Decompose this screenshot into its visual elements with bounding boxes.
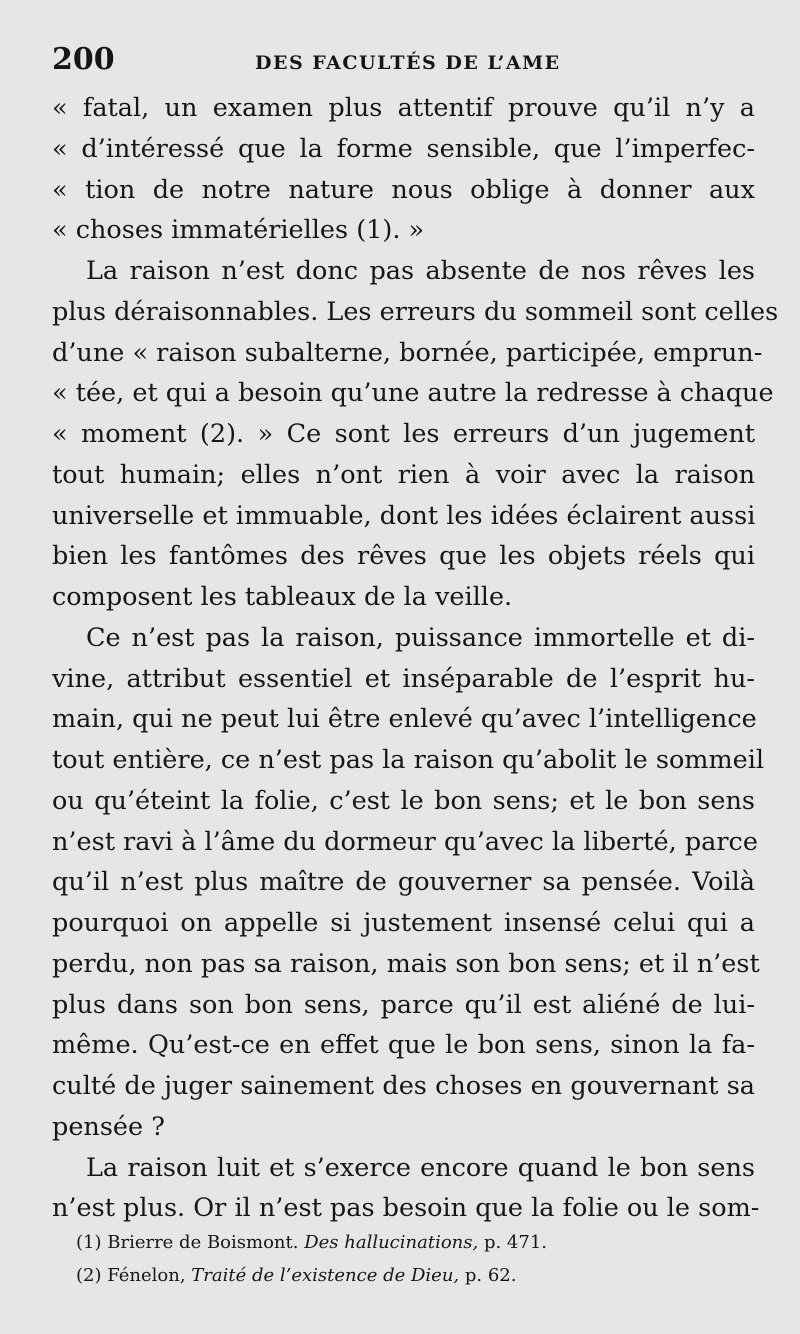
- text-line: pourquoi on appelle si justement insensé celui qui a: [52, 908, 755, 938]
- text-line: perdu, non pas sa raison, mais son bon sens; et il n’est: [52, 948, 760, 979]
- footnote: [76, 1226, 716, 1259]
- running-title: DES FACULTÉS DE L’AME: [255, 52, 561, 74]
- footnote-page: p. 62.: [464, 1265, 517, 1286]
- text-line: qu’il n’est plus maître de gouverner sa pensée. Voilà: [52, 867, 755, 898]
- text-line: ou qu’éteint la folie, c’est le bon sens; et le bon sens: [52, 785, 755, 816]
- text-line: tout entière, ce n’est pas la raison qu’abolit le sommeil: [52, 745, 765, 775]
- text-line: La raison luit et s’exerce encore quand le bon sens: [86, 1152, 755, 1183]
- footnote-title: Traité de l’existence de Dieu,: [191, 1265, 460, 1286]
- text-line: La raison n’est donc pas absente de nos rêves les: [86, 256, 755, 286]
- footnote-title: Des hallucinations,: [304, 1232, 479, 1253]
- footnotes: [76, 1226, 716, 1292]
- footnote-page: p. 471.: [483, 1232, 547, 1253]
- text-line: main, qui ne peut lui être enlevé qu’avec l’intelligence: [52, 704, 757, 735]
- text-line: n’est ravi à l’âme du dormeur qu’avec la liberté, parce: [52, 826, 758, 857]
- text-line: composent les tableaux de la veille.: [52, 582, 513, 612]
- footnote: [76, 1259, 716, 1292]
- footnote-marker: (1): [76, 1232, 102, 1253]
- page-header: [52, 38, 752, 82]
- text-line: vine, attribut essentiel et inséparable de l’esprit hu-: [52, 663, 755, 694]
- text-line: « moment (2). » Ce sont les erreurs d’un jugement: [52, 419, 755, 449]
- text-line: d’une « raison subalterne, bornée, participée, emprun-: [52, 337, 763, 368]
- text-line: culté de juger sainement des choses en gouvernant sa: [52, 1071, 755, 1101]
- text-line: « choses immatérielles (1). »: [52, 215, 425, 246]
- text-line: « fatal, un examen plus attentif prouve qu’il n’y a: [52, 93, 755, 123]
- text-line: bien les fantômes des rêves que les objets réels qui: [52, 541, 755, 572]
- text-line: « tion de notre nature nous oblige à donner aux: [52, 174, 755, 205]
- footnote-author: Brierre de Boismont.: [107, 1232, 299, 1253]
- page-number: 200: [52, 42, 115, 77]
- body-text: [52, 88, 779, 1229]
- footnote-author: Fénelon,: [107, 1265, 186, 1286]
- text-line: Ce n’est pas la raison, puissance immortelle et di-: [86, 622, 755, 653]
- text-line: n’est plus. Or il n’est pas besoin que la folie ou le som-: [52, 1193, 760, 1224]
- text-line: pensée ?: [52, 1111, 165, 1142]
- text-line: « d’intéressé que la forme sensible, que l’imperfec-: [52, 133, 755, 164]
- text-line: « tée, et qui a besoin qu’une autre la redresse à chaque: [52, 378, 774, 409]
- text-line: plus dans son bon sens, parce qu’il est aliéné de lui-: [52, 989, 755, 1020]
- text-line: universelle et immuable, dont les idées éclairent aussi: [52, 500, 756, 531]
- text-line: même. Qu’est-ce en effet que le bon sens, sinon la fa-: [52, 1030, 755, 1061]
- text-line: tout humain; elles n’ont rien à voir avec la raison: [52, 459, 755, 490]
- text-line: plus déraisonnables. Les erreurs du sommeil sont celles: [52, 296, 779, 327]
- footnote-marker: (2): [76, 1265, 102, 1286]
